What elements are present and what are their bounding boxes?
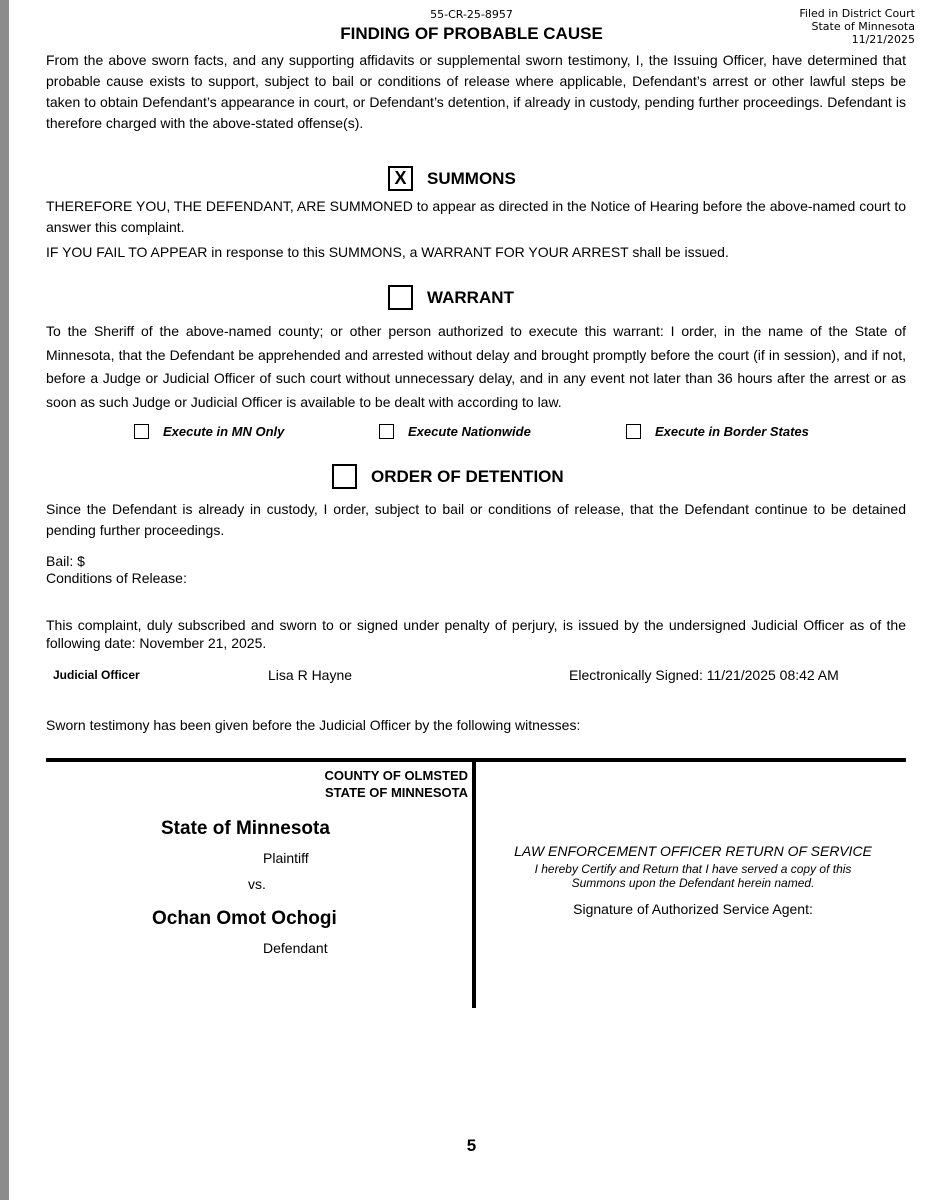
detention-text: Since the Defendant is already in custody, I order, subject to bail or conditions of release, that the Defendant continue to be detained pending further proceedings. (46, 501, 906, 538)
summons-label: SUMMONS (427, 168, 516, 188)
return-statement-line-1: I hereby Certify and Return that I have served a copy of this (534, 862, 852, 876)
plaintiff-name: State of Minnesota (161, 818, 330, 839)
summons-text: THEREFORE YOU, THE DEFENDANT, ARE SUMMONED to appear as directed in the Notice of Hearing before the above-named court to answer this complaint. (46, 198, 906, 235)
filed-date: 11/21/2025 (851, 33, 915, 46)
warrant-text: To the Sheriff of the above-named county; or other person authorized to execute this warrant: I order, in the name of the State of Minnesota, that the Defendant be apprehended and arrested without delay and brought promptly before the court (if in session), and if not, before a Judge or Judicial Officer of such court without unnecessary delay, and in any event not later than 36 hours after the arrest or as soon as such Judge or Judicial Officer is available to be dealt with according to law. (46, 323, 906, 410)
return-of-service-title: LAW ENFORCEMENT OFFICER RETURN OF SERVICE (514, 843, 872, 859)
court-venue (250, 767, 468, 801)
judicial-officer-name: Lisa R Hayne (268, 667, 353, 683)
county-label: COUNTY OF OLMSTED (324, 768, 468, 783)
state-label: STATE OF MINNESOTA (325, 785, 468, 800)
caption-divider (472, 758, 476, 1008)
detention-checkbox[interactable] (332, 464, 357, 489)
option-nationwide[interactable] (379, 424, 531, 439)
warrant-label: WARRANT (427, 287, 514, 307)
scan-edge (0, 0, 9, 1200)
return-of-service-statement (480, 862, 906, 890)
defendant-label: Defendant (263, 940, 328, 956)
plaintiff-label: Plaintiff (263, 850, 309, 866)
filed-line-2: State of Minnesota (811, 20, 915, 33)
summons-heading (388, 166, 516, 191)
page-title: FINDING OF PROBABLE CAUSE (340, 24, 603, 43)
border-states-checkbox[interactable] (626, 424, 641, 439)
finding-paragraph: From the above sworn facts, and any supporting affidavits or supplemental sworn testimony, I, the Issuing Officer, have determined that probable cause exists to support, subject to bail or conditions of release where applicable, Defendant’s arrest or other lawful steps be taken to obtain Defendant’s appearance in court, or Defendant’s detention, if already in custody, pending further proceedings. Defendant is therefore charged with the above-stated offense(s). (46, 52, 906, 131)
option-border-states[interactable] (626, 424, 809, 439)
filed-line-1: Filed in District Court (799, 7, 915, 20)
versus-label: vs. (248, 876, 266, 892)
option-border-states-label: Execute in Border States (655, 424, 809, 439)
case-number: 55-CR-25-8957 (430, 8, 513, 21)
defendant-name: Ochan Omot Ochogi (152, 908, 337, 929)
judicial-officer-label: Judicial Officer (53, 668, 140, 682)
option-mn-only-label: Execute in MN Only (163, 424, 285, 439)
option-nationwide-label: Execute Nationwide (408, 424, 531, 439)
witnesses-text: Sworn testimony has been given before the Judicial Officer by the following witnesses: (46, 717, 581, 733)
conditions-label: Conditions of Release: (46, 570, 187, 586)
page-number: 5 (466, 1136, 477, 1155)
bail-label: Bail: $ (46, 553, 85, 569)
summons-checkbox[interactable]: X (388, 166, 413, 191)
return-statement-line-2: Summons upon the Defendant herein named. (571, 876, 815, 890)
caption-top-rule (46, 758, 906, 762)
summons-warning: IF YOU FAIL TO APPEAR in response to this SUMMONS, a WARRANT FOR YOUR ARREST shall be issued. (46, 244, 729, 260)
issuance-text: This complaint, duly subscribed and sworn to or signed under penalty of perjury, is issued by the undersigned Judicial Officer as of the following date: November 21, 2025. (46, 617, 906, 651)
detention-heading (332, 464, 564, 489)
electronic-signature: Electronically Signed: 11/21/2025 08:42 AM (569, 667, 839, 683)
option-mn-only[interactable] (134, 424, 284, 439)
detention-label: ORDER OF DETENTION (371, 466, 564, 486)
mn-only-checkbox[interactable] (134, 424, 149, 439)
warrant-checkbox[interactable] (388, 285, 413, 310)
nationwide-checkbox[interactable] (379, 424, 394, 439)
service-agent-signature-label: Signature of Authorized Service Agent: (573, 901, 813, 917)
warrant-heading (388, 285, 514, 310)
